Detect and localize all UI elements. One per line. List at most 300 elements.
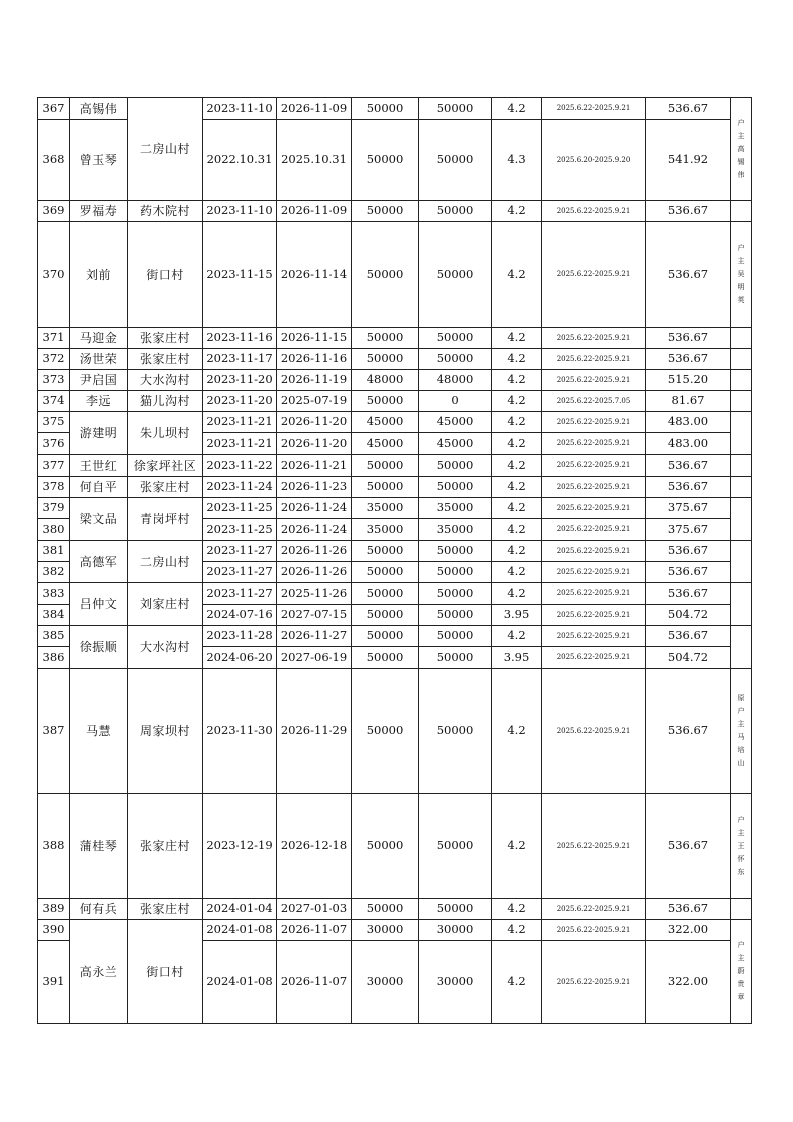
seq-cell: 378 bbox=[38, 477, 70, 498]
period-cell: 2025.6.22-2025.9.21 bbox=[542, 222, 646, 328]
period-cell: 2025.6.22-2025.9.21 bbox=[542, 201, 646, 222]
period-cell: 2025.6.22-2025.9.21 bbox=[542, 941, 646, 1024]
seq-cell: 382 bbox=[38, 562, 70, 583]
end-date-cell: 2026-11-09 bbox=[277, 98, 352, 120]
note-cell bbox=[731, 583, 752, 626]
period-cell: 2025.6.22-2025.9.21 bbox=[542, 920, 646, 941]
balance-cell: 48000 bbox=[419, 370, 492, 391]
loan-amount-cell: 50000 bbox=[352, 477, 419, 498]
note-cell bbox=[731, 370, 752, 391]
loan-amount-cell: 50000 bbox=[352, 626, 419, 647]
name-cell: 罗福寿 bbox=[70, 201, 128, 222]
end-date-cell: 2026-11-26 bbox=[277, 562, 352, 583]
rate-cell: 4.2 bbox=[492, 899, 542, 920]
seq-cell: 385 bbox=[38, 626, 70, 647]
interest-cell: 536.67 bbox=[646, 477, 731, 498]
start-date-cell: 2023-11-20 bbox=[203, 370, 277, 391]
loan-amount-cell: 35000 bbox=[352, 519, 419, 541]
table-row bbox=[38, 328, 752, 349]
end-date-cell: 2025.10.31 bbox=[277, 120, 352, 201]
note-char: 户 bbox=[737, 815, 745, 824]
rate-cell: 4.2 bbox=[492, 98, 542, 120]
note-cell bbox=[731, 412, 752, 455]
note-char: 东 bbox=[737, 867, 745, 876]
name-cell: 曾玉琴 bbox=[70, 120, 128, 201]
note-char: 马 bbox=[737, 733, 745, 741]
table-row bbox=[38, 201, 752, 222]
table-row bbox=[38, 498, 752, 519]
start-date-cell: 2023-11-24 bbox=[203, 477, 277, 498]
seq-cell: 372 bbox=[38, 349, 70, 370]
start-date-cell: 2023-11-10 bbox=[203, 98, 277, 120]
note-cell bbox=[731, 477, 752, 498]
interest-cell: 536.67 bbox=[646, 899, 731, 920]
loan-amount-cell: 50000 bbox=[352, 328, 419, 349]
rate-cell: 4.2 bbox=[492, 433, 542, 455]
balance-cell: 50000 bbox=[419, 201, 492, 222]
end-date-cell: 2027-07-15 bbox=[277, 605, 352, 626]
note-char: 锡 bbox=[737, 157, 745, 166]
start-date-cell: 2022.10.31 bbox=[203, 120, 277, 201]
village-cell: 青岗坪村 bbox=[128, 498, 203, 541]
table-row bbox=[38, 626, 752, 647]
note-char: 王 bbox=[737, 841, 745, 850]
start-date-cell: 2024-01-04 bbox=[203, 899, 277, 920]
period-cell: 2025.6.22-2025.9.21 bbox=[542, 477, 646, 498]
note-cell bbox=[731, 98, 752, 201]
seq-cell: 380 bbox=[38, 519, 70, 541]
end-date-cell: 2026-11-19 bbox=[277, 370, 352, 391]
start-date-cell: 2023-11-27 bbox=[203, 562, 277, 583]
rate-cell: 4.3 bbox=[492, 120, 542, 201]
period-cell: 2025.6.22-2025.9.21 bbox=[542, 583, 646, 605]
loan-interest-table bbox=[37, 97, 752, 1024]
note-char: 户 bbox=[737, 118, 745, 127]
loan-amount-cell: 50000 bbox=[352, 391, 419, 412]
note-char: 明 bbox=[737, 283, 745, 291]
start-date-cell: 2023-11-16 bbox=[203, 328, 277, 349]
rate-cell: 4.2 bbox=[492, 498, 542, 519]
note-cell bbox=[731, 391, 752, 412]
village-cell: 周家坝村 bbox=[128, 669, 203, 794]
note-char: 怀 bbox=[737, 854, 745, 863]
village-cell: 二房山村 bbox=[128, 541, 203, 583]
balance-cell: 50000 bbox=[419, 669, 492, 794]
loan-amount-cell: 50000 bbox=[352, 98, 419, 120]
start-date-cell: 2023-11-22 bbox=[203, 455, 277, 477]
village-cell: 张家庄村 bbox=[128, 477, 203, 498]
name-cell: 梁文品 bbox=[70, 498, 128, 541]
balance-cell: 50000 bbox=[419, 562, 492, 583]
period-cell: 2025.6.22-2025.9.21 bbox=[542, 541, 646, 562]
seq-cell: 371 bbox=[38, 328, 70, 349]
loan-amount-cell: 50000 bbox=[352, 120, 419, 201]
village-cell: 大水沟村 bbox=[128, 626, 203, 669]
interest-cell: 536.67 bbox=[646, 562, 731, 583]
loan-amount-cell: 45000 bbox=[352, 412, 419, 433]
loan-amount-cell: 50000 bbox=[352, 562, 419, 583]
village-cell: 街口村 bbox=[128, 222, 203, 328]
end-date-cell: 2026-11-07 bbox=[277, 941, 352, 1024]
name-cell: 尹启国 bbox=[70, 370, 128, 391]
note-char: 户 bbox=[737, 941, 745, 949]
rate-cell: 4.2 bbox=[492, 541, 542, 562]
rate-cell: 4.2 bbox=[492, 477, 542, 498]
table-row bbox=[38, 455, 752, 477]
note-char: 主 bbox=[737, 954, 745, 962]
start-date-cell: 2024-01-08 bbox=[203, 941, 277, 1024]
note-char: 吴 bbox=[737, 270, 745, 278]
rate-cell: 4.2 bbox=[492, 222, 542, 328]
balance-cell: 30000 bbox=[419, 941, 492, 1024]
period-cell: 2025.6.22-2025.9.21 bbox=[542, 328, 646, 349]
balance-cell: 50000 bbox=[419, 477, 492, 498]
period-cell: 2025.6.22-2025.9.21 bbox=[542, 562, 646, 583]
seq-cell: 367 bbox=[38, 98, 70, 120]
end-date-cell: 2026-11-24 bbox=[277, 498, 352, 519]
seq-cell: 370 bbox=[38, 222, 70, 328]
village-cell: 药木院村 bbox=[128, 201, 203, 222]
end-date-cell: 2026-11-07 bbox=[277, 920, 352, 941]
note-cell bbox=[731, 328, 752, 349]
start-date-cell: 2024-01-08 bbox=[203, 920, 277, 941]
period-cell: 2025.6.22-2025.9.21 bbox=[542, 349, 646, 370]
loan-amount-cell: 50000 bbox=[352, 583, 419, 605]
balance-cell: 30000 bbox=[419, 920, 492, 941]
village-cell: 街口村 bbox=[128, 920, 203, 1024]
name-cell: 高永兰 bbox=[70, 920, 128, 1024]
note-char: 英 bbox=[737, 296, 745, 304]
start-date-cell: 2023-11-27 bbox=[203, 583, 277, 605]
note-cell bbox=[731, 455, 752, 477]
rate-cell: 3.95 bbox=[492, 647, 542, 669]
end-date-cell: 2026-11-20 bbox=[277, 412, 352, 433]
name-cell: 王世红 bbox=[70, 455, 128, 477]
period-cell: 2025.6.22-2025.9.21 bbox=[542, 899, 646, 920]
rate-cell: 4.2 bbox=[492, 941, 542, 1024]
balance-cell: 50000 bbox=[419, 328, 492, 349]
loan-amount-cell: 35000 bbox=[352, 498, 419, 519]
balance-cell: 35000 bbox=[419, 519, 492, 541]
table-row bbox=[38, 920, 752, 941]
note-cell bbox=[731, 626, 752, 669]
rate-cell: 4.2 bbox=[492, 794, 542, 899]
seq-cell: 373 bbox=[38, 370, 70, 391]
note-char: 山 bbox=[737, 759, 745, 767]
interest-cell: 536.67 bbox=[646, 349, 731, 370]
note-char: 伟 bbox=[737, 170, 745, 179]
start-date-cell: 2023-11-30 bbox=[203, 669, 277, 794]
name-cell: 马慧 bbox=[70, 669, 128, 794]
interest-cell: 536.67 bbox=[646, 583, 731, 605]
seq-cell: 375 bbox=[38, 412, 70, 433]
start-date-cell: 2023-11-27 bbox=[203, 541, 277, 562]
end-date-cell: 2026-11-09 bbox=[277, 201, 352, 222]
end-date-cell: 2026-11-20 bbox=[277, 433, 352, 455]
period-cell: 2025.6.22-2025.9.21 bbox=[542, 647, 646, 669]
start-date-cell: 2023-11-20 bbox=[203, 391, 277, 412]
end-date-cell: 2026-11-21 bbox=[277, 455, 352, 477]
village-cell: 徐家坪社区 bbox=[128, 455, 203, 477]
period-cell: 2025.6.22-2025.9.21 bbox=[542, 669, 646, 794]
village-cell: 张家庄村 bbox=[128, 794, 203, 899]
start-date-cell: 2023-11-25 bbox=[203, 498, 277, 519]
loan-amount-cell: 50000 bbox=[352, 669, 419, 794]
balance-cell: 50000 bbox=[419, 349, 492, 370]
balance-cell: 50000 bbox=[419, 605, 492, 626]
period-cell: 2025.6.20-2025.9.20 bbox=[542, 120, 646, 201]
note-char: 蔚 bbox=[737, 967, 745, 975]
name-cell: 徐振顺 bbox=[70, 626, 128, 669]
start-date-cell: 2023-11-15 bbox=[203, 222, 277, 328]
seq-cell: 369 bbox=[38, 201, 70, 222]
name-cell: 刘前 bbox=[70, 222, 128, 328]
note-char: 户 bbox=[737, 244, 745, 252]
interest-cell: 536.67 bbox=[646, 626, 731, 647]
village-cell: 大水沟村 bbox=[128, 370, 203, 391]
note-char: 章 bbox=[737, 993, 745, 1001]
start-date-cell: 2023-11-17 bbox=[203, 349, 277, 370]
name-cell: 汤世荣 bbox=[70, 349, 128, 370]
period-cell: 2025.6.22-2025.9.21 bbox=[542, 626, 646, 647]
note-char: 高 bbox=[737, 144, 745, 153]
seq-cell: 377 bbox=[38, 455, 70, 477]
name-cell: 李远 bbox=[70, 391, 128, 412]
rate-cell: 4.2 bbox=[492, 391, 542, 412]
loan-amount-cell: 30000 bbox=[352, 920, 419, 941]
interest-cell: 536.67 bbox=[646, 328, 731, 349]
start-date-cell: 2024-06-20 bbox=[203, 647, 277, 669]
name-cell: 吕仲文 bbox=[70, 583, 128, 626]
balance-cell: 45000 bbox=[419, 433, 492, 455]
period-cell: 2025.6.22-2025.7.05 bbox=[542, 391, 646, 412]
interest-cell: 322.00 bbox=[646, 941, 731, 1024]
start-date-cell: 2023-11-21 bbox=[203, 433, 277, 455]
note-cell bbox=[731, 899, 752, 920]
note-char: 原 bbox=[737, 694, 745, 702]
village-cell: 朱儿坝村 bbox=[128, 412, 203, 455]
loan-amount-cell: 50000 bbox=[352, 349, 419, 370]
end-date-cell: 2026-11-23 bbox=[277, 477, 352, 498]
interest-cell: 536.67 bbox=[646, 201, 731, 222]
balance-cell: 35000 bbox=[419, 498, 492, 519]
rate-cell: 4.2 bbox=[492, 370, 542, 391]
name-cell: 何自平 bbox=[70, 477, 128, 498]
table-row bbox=[38, 794, 752, 899]
village-cell: 张家庄村 bbox=[128, 328, 203, 349]
start-date-cell: 2023-11-10 bbox=[203, 201, 277, 222]
start-date-cell: 2023-12-19 bbox=[203, 794, 277, 899]
balance-cell: 45000 bbox=[419, 412, 492, 433]
seq-cell: 390 bbox=[38, 920, 70, 941]
table-row bbox=[38, 412, 752, 433]
end-date-cell: 2027-01-03 bbox=[277, 899, 352, 920]
interest-cell: 375.67 bbox=[646, 519, 731, 541]
name-cell: 高德军 bbox=[70, 541, 128, 583]
seq-cell: 379 bbox=[38, 498, 70, 519]
period-cell: 2025.6.22-2025.9.21 bbox=[542, 794, 646, 899]
note-cell bbox=[731, 669, 752, 794]
name-cell: 蒲桂琴 bbox=[70, 794, 128, 899]
balance-cell: 50000 bbox=[419, 583, 492, 605]
loan-amount-cell: 50000 bbox=[352, 455, 419, 477]
seq-cell: 387 bbox=[38, 669, 70, 794]
table-row bbox=[38, 370, 752, 391]
balance-cell: 50000 bbox=[419, 455, 492, 477]
name-cell: 何有兵 bbox=[70, 899, 128, 920]
interest-cell: 536.67 bbox=[646, 541, 731, 562]
interest-cell: 322.00 bbox=[646, 920, 731, 941]
note-char: 户 bbox=[737, 707, 745, 715]
interest-cell: 536.67 bbox=[646, 794, 731, 899]
interest-cell: 483.00 bbox=[646, 412, 731, 433]
loan-amount-cell: 50000 bbox=[352, 541, 419, 562]
note-cell bbox=[731, 222, 752, 328]
end-date-cell: 2026-11-24 bbox=[277, 519, 352, 541]
table-body bbox=[38, 98, 752, 1024]
rate-cell: 4.2 bbox=[492, 519, 542, 541]
loan-amount-cell: 50000 bbox=[352, 794, 419, 899]
end-date-cell: 2026-11-14 bbox=[277, 222, 352, 328]
interest-cell: 375.67 bbox=[646, 498, 731, 519]
balance-cell: 50000 bbox=[419, 541, 492, 562]
table-row bbox=[38, 583, 752, 605]
balance-cell: 50000 bbox=[419, 222, 492, 328]
rate-cell: 4.2 bbox=[492, 201, 542, 222]
end-date-cell: 2025-07-19 bbox=[277, 391, 352, 412]
rate-cell: 4.2 bbox=[492, 349, 542, 370]
end-date-cell: 2026-11-16 bbox=[277, 349, 352, 370]
interest-cell: 536.67 bbox=[646, 222, 731, 328]
table-row bbox=[38, 477, 752, 498]
note-cell bbox=[731, 794, 752, 899]
rate-cell: 4.2 bbox=[492, 626, 542, 647]
interest-cell: 81.67 bbox=[646, 391, 731, 412]
note-char: 主 bbox=[737, 131, 745, 140]
period-cell: 2025.6.22-2025.9.21 bbox=[542, 605, 646, 626]
seq-cell: 386 bbox=[38, 647, 70, 669]
rate-cell: 3.95 bbox=[492, 605, 542, 626]
interest-cell: 504.72 bbox=[646, 647, 731, 669]
period-cell: 2025.6.22-2025.9.21 bbox=[542, 498, 646, 519]
seq-cell: 368 bbox=[38, 120, 70, 201]
period-cell: 2025.6.22-2025.9.21 bbox=[542, 98, 646, 120]
end-date-cell: 2026-11-15 bbox=[277, 328, 352, 349]
end-date-cell: 2026-11-26 bbox=[277, 541, 352, 562]
village-cell: 猫儿沟村 bbox=[128, 391, 203, 412]
note-cell bbox=[731, 541, 752, 583]
loan-amount-cell: 50000 bbox=[352, 605, 419, 626]
period-cell: 2025.6.22-2025.9.21 bbox=[542, 412, 646, 433]
start-date-cell: 2024-07-16 bbox=[203, 605, 277, 626]
note-char: 培 bbox=[737, 746, 745, 754]
end-date-cell: 2026-12-18 bbox=[277, 794, 352, 899]
rate-cell: 4.2 bbox=[492, 669, 542, 794]
balance-cell: 50000 bbox=[419, 98, 492, 120]
balance-cell: 50000 bbox=[419, 626, 492, 647]
name-cell: 游建明 bbox=[70, 412, 128, 455]
interest-cell: 536.67 bbox=[646, 455, 731, 477]
balance-cell: 50000 bbox=[419, 120, 492, 201]
seq-cell: 384 bbox=[38, 605, 70, 626]
period-cell: 2025.6.22-2025.9.21 bbox=[542, 370, 646, 391]
seq-cell: 391 bbox=[38, 941, 70, 1024]
table-row bbox=[38, 899, 752, 920]
start-date-cell: 2023-11-25 bbox=[203, 519, 277, 541]
note-cell bbox=[731, 201, 752, 222]
end-date-cell: 2026-11-29 bbox=[277, 669, 352, 794]
village-cell: 刘家庄村 bbox=[128, 583, 203, 626]
interest-cell: 541.92 bbox=[646, 120, 731, 201]
rate-cell: 4.2 bbox=[492, 328, 542, 349]
period-cell: 2025.6.22-2025.9.21 bbox=[542, 519, 646, 541]
seq-cell: 376 bbox=[38, 433, 70, 455]
start-date-cell: 2023-11-21 bbox=[203, 412, 277, 433]
table-row bbox=[38, 541, 752, 562]
interest-cell: 536.67 bbox=[646, 98, 731, 120]
name-cell: 马迎金 bbox=[70, 328, 128, 349]
interest-cell: 504.72 bbox=[646, 605, 731, 626]
loan-amount-cell: 50000 bbox=[352, 201, 419, 222]
seq-cell: 374 bbox=[38, 391, 70, 412]
village-cell: 二房山村 bbox=[128, 98, 203, 201]
balance-cell: 50000 bbox=[419, 794, 492, 899]
interest-cell: 483.00 bbox=[646, 433, 731, 455]
table-row bbox=[38, 349, 752, 370]
note-cell bbox=[731, 498, 752, 541]
rate-cell: 4.2 bbox=[492, 583, 542, 605]
rate-cell: 4.2 bbox=[492, 562, 542, 583]
note-char: 贵 bbox=[737, 980, 745, 988]
balance-cell: 50000 bbox=[419, 899, 492, 920]
note-cell bbox=[731, 349, 752, 370]
note-char: 主 bbox=[737, 720, 745, 728]
interest-cell: 515.20 bbox=[646, 370, 731, 391]
rate-cell: 4.2 bbox=[492, 412, 542, 433]
loan-amount-cell: 50000 bbox=[352, 899, 419, 920]
rate-cell: 4.2 bbox=[492, 455, 542, 477]
note-char: 主 bbox=[737, 828, 745, 837]
table-row bbox=[38, 222, 752, 328]
start-date-cell: 2023-11-28 bbox=[203, 626, 277, 647]
loan-amount-cell: 45000 bbox=[352, 433, 419, 455]
seq-cell: 383 bbox=[38, 583, 70, 605]
note-cell bbox=[731, 920, 752, 1024]
balance-cell: 0 bbox=[419, 391, 492, 412]
loan-amount-cell: 30000 bbox=[352, 941, 419, 1024]
table-row bbox=[38, 669, 752, 794]
loan-amount-cell: 50000 bbox=[352, 222, 419, 328]
table-row bbox=[38, 391, 752, 412]
end-date-cell: 2027-06-19 bbox=[277, 647, 352, 669]
loan-amount-cell: 48000 bbox=[352, 370, 419, 391]
village-cell: 张家庄村 bbox=[128, 899, 203, 920]
loan-amount-cell: 50000 bbox=[352, 647, 419, 669]
period-cell: 2025.6.22-2025.9.21 bbox=[542, 455, 646, 477]
table-row bbox=[38, 98, 752, 120]
note-char: 主 bbox=[737, 257, 745, 265]
interest-cell: 536.67 bbox=[646, 669, 731, 794]
name-cell: 高锡伟 bbox=[70, 98, 128, 120]
village-cell: 张家庄村 bbox=[128, 349, 203, 370]
seq-cell: 389 bbox=[38, 899, 70, 920]
rate-cell: 4.2 bbox=[492, 920, 542, 941]
end-date-cell: 2026-11-27 bbox=[277, 626, 352, 647]
balance-cell: 50000 bbox=[419, 647, 492, 669]
period-cell: 2025.6.22-2025.9.21 bbox=[542, 433, 646, 455]
seq-cell: 381 bbox=[38, 541, 70, 562]
seq-cell: 388 bbox=[38, 794, 70, 899]
